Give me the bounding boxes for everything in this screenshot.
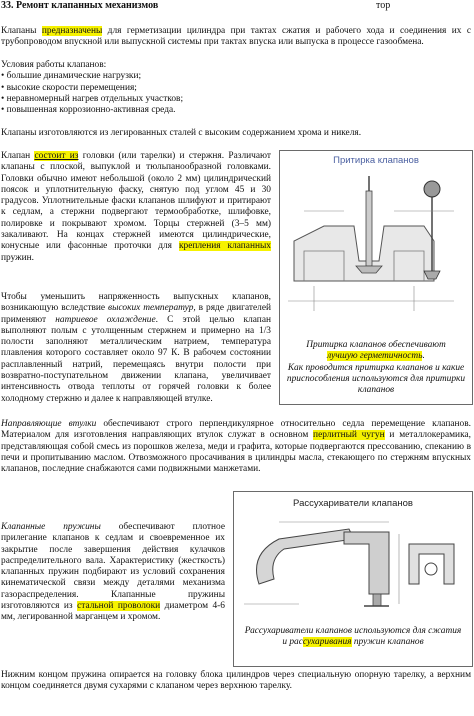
highlight: состоит из (34, 151, 79, 161)
figure-caption: Рассухариватели клапанов используются для сжатия и рассухаривания пружин клапанов (244, 626, 462, 648)
conditions-title: Условия работы клапанов: (1, 60, 107, 70)
spring-mounting-paragraph: Нижним концом пружина опирается на головку блока цилиндров через специальную опорную тарелку, а верхним концом соединяется двумя сухарями с клапаном через верхнюю тарелку. (1, 670, 471, 692)
conditions-list (1, 60, 471, 116)
figure-title: Рассухариватели клапанов (293, 498, 413, 509)
page-header (0, 0, 474, 12)
highlight: лучшую герметичность (327, 351, 423, 362)
figure-title: Притирка клапанов (333, 155, 419, 166)
valve-structure-paragraph: Клапан состоит из головки (или тарелки) и стержня. Различают клапаны с плоской, выпуклой и тюльпанообразной головками. Головки обычно имеют небольшой (около 2 мм) цилиндрический поясок и уплотнительную фаску, снятую под углом 45 и 30 градусов. Уплотнительные фаски клапанов шлифуют и притирают к седлам, а стержни подвергают термообработке, шлифовке, полировке и покрывают хромом. Торцы стержней (3–5 мм) закаливают. На концах стержней имеются цилиндрические, конусные или фасонные проточки для крепления клапанных пружин. (1, 151, 271, 263)
list-item: • неравномерный нагрев отдельных участков; (1, 93, 184, 104)
valve-compressor-drawing (239, 514, 467, 614)
intro-paragraph: Клапаны предназначены для герметизации цилиндра при тактах сжатия и рабочего хода и соединения их с трубопроводом впускной или выпускной системы при тактах впуска или выпуска в процессе газообмена. (1, 26, 471, 48)
page-title: 33. Ремонт клапанных механизмов (1, 0, 159, 11)
figure-caption: Притирка клапанов обеспечивают лучшую герметичность. Как проводится притирка клапанов и какие приспособления используются для притирки клапанов (286, 340, 466, 396)
valve-lapping-drawing (284, 171, 468, 321)
list-item: • большие динамические нагрузки; (1, 71, 142, 82)
list-item: • высокие скорости перемещения; (1, 82, 137, 93)
highlight: сухаривания (302, 637, 352, 648)
materials-paragraph: Клапаны изготовляются из легированных сталей с высоким содержанием хрома и никеля. (1, 128, 362, 138)
highlight: предназначены (41, 26, 103, 36)
figure-valve-compressor (233, 491, 473, 667)
list-item: • повышенная коррозионно-активная среда. (1, 105, 176, 116)
guide-bushings-paragraph: Направляющие втулки обеспечивают строго перпендикулярное относительно седла перемещение клапанов. Материалом для изготовления направляющих втулок служат в основном перлитный чугун и металлокерамика, представляющая собой смесь из порошков железа, меди и графита, которые подвергаются прессованию, спеканию в печи и пропитыванию маслом. Отвозможного просачивания в цилиндры масла, стекающего по стержням впускных клапанов, последние снабжаются сами подвижными манжетами. (1, 419, 471, 475)
header-right-text: тор (376, 0, 391, 11)
sodium-cooling-paragraph: Чтобы уменьшить напряженность выпускных клапанов, возникающую вследствие высоких температур, в ряде двигателей применяют натриевое охлаждение. С этой целью клапан выполняют полым с утолщенным стержнем и примерно на 1/3 полости заполняют металлическим натрием, температура плавления которого составляет около 97 К. В рабочем состоянии расплавленный натрий, перемещаясь внутри полости при возвратно-поступательном движении клапана, увеличивает интенсивность отвода теплоты от горячей головки к более холодному стержню и далее к направляющей втулке. (1, 292, 272, 404)
highlight: стальной проволоки (77, 601, 161, 612)
highlight: крепления клапанных (178, 241, 271, 252)
valve-springs-paragraph: Клапанные пружины обеспечивают плотное прилегание клапанов к седлам и своевременное их закрытие после завершения действия кулачков распределительного вала. Характеристику (жесткость) клапанных пружин подбирают из условий сохранения кинематической связи между деталями механизма газораспределения. Клапанные пружины изготовляются из стальной проволоки диаметром 4-6 мм, легированной марганцем и хромом. (1, 522, 225, 623)
figure-valve-lapping (279, 150, 473, 405)
highlight: перлитный чугун (313, 430, 385, 441)
